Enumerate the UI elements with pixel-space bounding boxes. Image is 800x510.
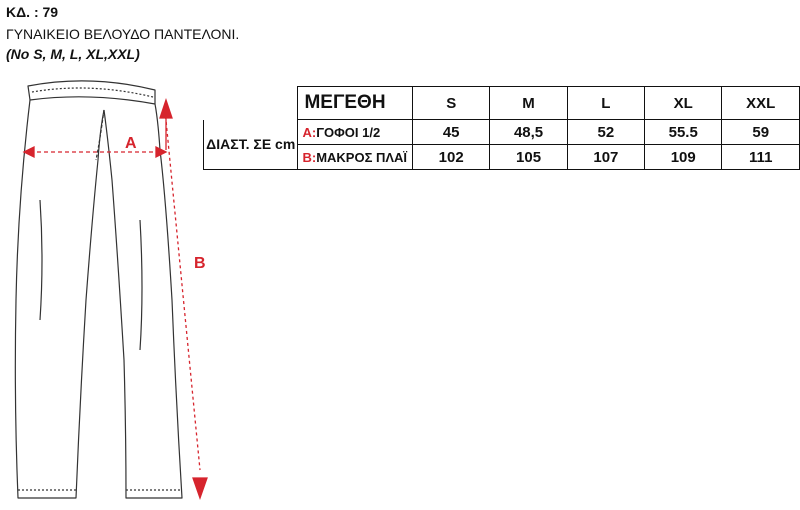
size-header-row [204,87,800,120]
units-label: ΔΙΑΣΤ. ΣΕ cm [204,120,298,170]
right-leg [104,104,182,498]
size-chart-table [203,86,800,170]
available-sizes: (No S, M, L, XL,XXL) [6,46,140,62]
table-row [204,120,800,145]
table-cell: 107 [567,145,644,170]
table-cell: 109 [644,145,721,170]
row-label: A:ΓΟΦΟΙ 1/2 [298,120,413,145]
product-title: ΓΥΝΑΙΚΕΙΟ ΒΕΛΟΥΔΟ ΠΑΝΤΕΛΟΝΙ. [6,26,240,42]
label-b: B [194,255,206,272]
left-leg [15,100,104,498]
size-s: S [413,87,490,120]
waistband [28,81,155,104]
size-xl: XL [644,87,721,120]
table-cell: 59 [722,120,800,145]
table-cell: 102 [413,145,490,170]
table-cell: 45 [413,120,490,145]
size-m: M [490,87,567,120]
row-label: B:ΜΑΚΡΟΣ ΠΛΑΪ [298,145,413,170]
product-code: ΚΔ. : 79 [6,4,59,20]
table-cell: 105 [490,145,567,170]
sizes-header: ΜΕΓΕΘΗ [298,87,413,120]
size-l: L [567,87,644,120]
label-a: A [125,135,137,152]
pants-diagram [0,0,230,510]
size-xxl: XXL [722,87,800,120]
table-cell: 55.5 [644,120,721,145]
table-cell: 111 [722,145,800,170]
table-cell: 48,5 [490,120,567,145]
table-cell: 52 [567,120,644,145]
